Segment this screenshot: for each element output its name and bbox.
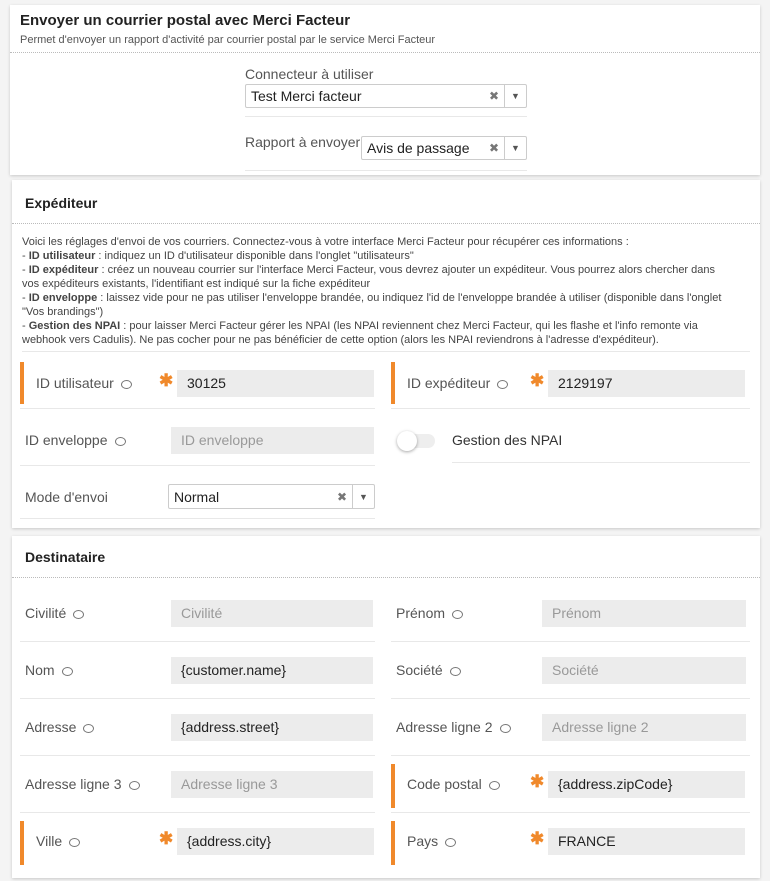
adresse-ligne-3-input[interactable]: Adresse ligne 3 xyxy=(171,771,373,798)
divider xyxy=(20,408,375,409)
chevron-down-icon[interactable]: ▼ xyxy=(352,485,374,508)
recipient-title: Destinataire xyxy=(25,549,106,565)
divider xyxy=(245,170,527,171)
sender-card xyxy=(12,180,760,528)
divider xyxy=(391,408,750,409)
divider xyxy=(20,812,375,813)
required-bar xyxy=(391,821,395,865)
pays-label: Pays xyxy=(407,833,456,849)
adresse-input[interactable]: {address.street} xyxy=(171,714,373,741)
ville-label: Ville xyxy=(36,833,80,849)
comment-icon[interactable] xyxy=(489,781,500,790)
clear-icon[interactable]: ✖ xyxy=(336,489,348,504)
adresse-label: Adresse xyxy=(25,719,94,735)
nom-label: Nom xyxy=(25,662,73,678)
chevron-down-icon[interactable]: ▼ xyxy=(504,85,526,107)
divider xyxy=(22,351,750,352)
divider xyxy=(391,812,750,813)
divider xyxy=(391,641,750,642)
prenom-input[interactable]: Prénom xyxy=(542,600,746,627)
comment-icon[interactable] xyxy=(83,724,94,733)
required-asterisk-icon: ✱ xyxy=(159,371,174,390)
npai-toggle[interactable] xyxy=(399,434,435,448)
required-bar xyxy=(391,764,395,808)
pays-input[interactable]: FRANCE xyxy=(548,828,745,855)
ville-input[interactable]: {address.city} xyxy=(177,828,374,855)
divider xyxy=(20,518,375,519)
help-item: - ID expéditeur : créez un nouveau courrier sur l'interface Merci Facteur, vous devrez ajouter un expéditeur. Vous pourrez alors chercher dans vos expéditeurs existants, l'identifiant est indiqué sur la fiche expéditeur xyxy=(22,264,716,290)
code-postal-label: Code postal xyxy=(407,776,500,792)
adresse-ligne-2-label: Adresse ligne 2 xyxy=(396,719,511,735)
comment-icon[interactable] xyxy=(69,838,80,847)
connector-select[interactable] xyxy=(245,84,527,108)
help-term: Gestion des NPAI xyxy=(28,320,121,332)
page-title: Envoyer un courrier postal avec Merci Facteur xyxy=(20,12,351,29)
help-text: : laissez vide pour ne pas utiliser l'enveloppe brandée, ou indiquez l'id de l'enveloppe brandée à utiliser (disponible dans l'onglet "Vos brandings") xyxy=(22,292,722,318)
sender-id-input[interactable]: 2129197 xyxy=(548,370,745,397)
civilite-label: Civilité xyxy=(25,605,84,621)
report-label: Rapport à envoyer xyxy=(245,134,361,150)
envelope-id-label: ID enveloppe xyxy=(25,432,126,448)
comment-icon[interactable] xyxy=(115,437,126,446)
help-term: ID expéditeur xyxy=(28,264,99,276)
help-item: - ID utilisateur : indiquez un ID d'utilisateur disponible dans l'onglet "utilisateurs" xyxy=(22,250,414,262)
comment-icon[interactable] xyxy=(73,610,84,619)
user-id-input[interactable]: 30125 xyxy=(177,370,374,397)
required-asterisk-icon: ✱ xyxy=(530,772,545,791)
civilite-input[interactable]: Civilité xyxy=(171,600,373,627)
divider xyxy=(12,223,760,224)
clear-icon[interactable]: ✖ xyxy=(488,89,500,103)
report-value: Avis de passage xyxy=(367,140,470,156)
comment-icon[interactable] xyxy=(129,781,140,790)
required-asterisk-icon: ✱ xyxy=(530,829,545,848)
divider xyxy=(10,52,760,53)
mode-label: Mode d'envoi xyxy=(25,489,108,505)
envelope-id-input[interactable]: ID enveloppe xyxy=(171,427,374,454)
report-select[interactable] xyxy=(361,136,527,160)
divider xyxy=(20,755,375,756)
required-bar xyxy=(391,362,395,404)
connector-value: Test Merci facteur xyxy=(251,88,362,104)
help-text: : créez un nouveau courrier sur l'interface Merci Facteur, vous devrez ajouter un expéditeur. Vous pourrez alors chercher dans vos expéditeurs existants, l'identifiant est indiqué sur la fiche expéditeur xyxy=(22,264,716,290)
divider xyxy=(20,641,375,642)
page-subtitle: Permet d'envoyer un rapport d'activité par courrier postal par le service Merci Facteur xyxy=(20,34,436,46)
sender-id-label: ID expéditeur xyxy=(407,375,508,391)
divider xyxy=(12,577,760,578)
help-item: - ID enveloppe : laissez vide pour ne pas utiliser l'enveloppe brandée, ou indiquez l'id de l'enveloppe brandée à utiliser (disponible dans l'onglet "Vos brandings") xyxy=(22,292,722,318)
code-postal-input[interactable]: {address.zipCode} xyxy=(548,771,745,798)
comment-icon[interactable] xyxy=(445,838,456,847)
help-item: - Gestion des NPAI : pour laisser Merci Facteur gérer les NPAI (les NPAI reviennent chez Merci Facteur, qui les flashe et l'info remonte via webhook vers Cadulis). Ne pas cocher pour ne pas bénéficier de cette option (alors les NPAI reviendrons à l'adresse d'expéditeur). xyxy=(22,320,698,346)
comment-icon[interactable] xyxy=(497,380,508,389)
help-term: ID enveloppe xyxy=(28,292,98,304)
comment-icon[interactable] xyxy=(121,380,132,389)
societe-input[interactable]: Société xyxy=(542,657,746,684)
adresse-ligne-3-label: Adresse ligne 3 xyxy=(25,776,140,792)
comment-icon[interactable] xyxy=(452,610,463,619)
npai-label: Gestion des NPAI xyxy=(452,432,563,448)
comment-icon[interactable] xyxy=(450,667,461,676)
societe-label: Société xyxy=(396,662,461,678)
recipient-card xyxy=(12,536,760,878)
clear-icon[interactable]: ✖ xyxy=(488,141,500,155)
comment-icon[interactable] xyxy=(62,667,73,676)
divider xyxy=(20,698,375,699)
prenom-label: Prénom xyxy=(396,605,463,621)
required-asterisk-icon: ✱ xyxy=(159,829,174,848)
sender-help xyxy=(22,235,722,347)
mode-select[interactable] xyxy=(168,484,375,509)
mode-value: Normal xyxy=(174,488,220,505)
divider xyxy=(391,755,750,756)
user-id-label: ID utilisateur xyxy=(36,375,132,391)
required-bar xyxy=(20,821,24,865)
adresse-ligne-2-input[interactable]: Adresse ligne 2 xyxy=(542,714,746,741)
sender-title: Expéditeur xyxy=(25,195,98,211)
divider xyxy=(20,465,375,466)
divider xyxy=(452,462,750,463)
help-intro: Voici les réglages d'envoi de vos courriers. Connectez-vous à votre interface Merci Facteur pour récupérer ces informations : xyxy=(22,236,629,248)
help-text: : indiquez un ID d'utilisateur disponible dans l'onglet "utilisateurs" xyxy=(95,250,414,262)
comment-icon[interactable] xyxy=(500,724,511,733)
required-bar xyxy=(20,362,24,404)
main-card xyxy=(10,5,760,175)
help-text: : pour laisser Merci Facteur gérer les NPAI (les NPAI reviennent chez Merci Facteur, qui les flashe et l'info remonte via webhook vers Cadulis). Ne pas cocher pour ne pas bénéficier de cette option (alors les NPAI reviendrons à l'adresse d'expéditeur). xyxy=(22,320,698,346)
help-term: ID utilisateur xyxy=(28,250,96,262)
required-asterisk-icon: ✱ xyxy=(530,371,545,390)
connector-label: Connecteur à utiliser xyxy=(245,66,374,82)
chevron-down-icon[interactable]: ▼ xyxy=(504,137,526,159)
nom-input[interactable]: {customer.name} xyxy=(171,657,373,684)
divider xyxy=(391,698,750,699)
divider xyxy=(245,116,527,117)
